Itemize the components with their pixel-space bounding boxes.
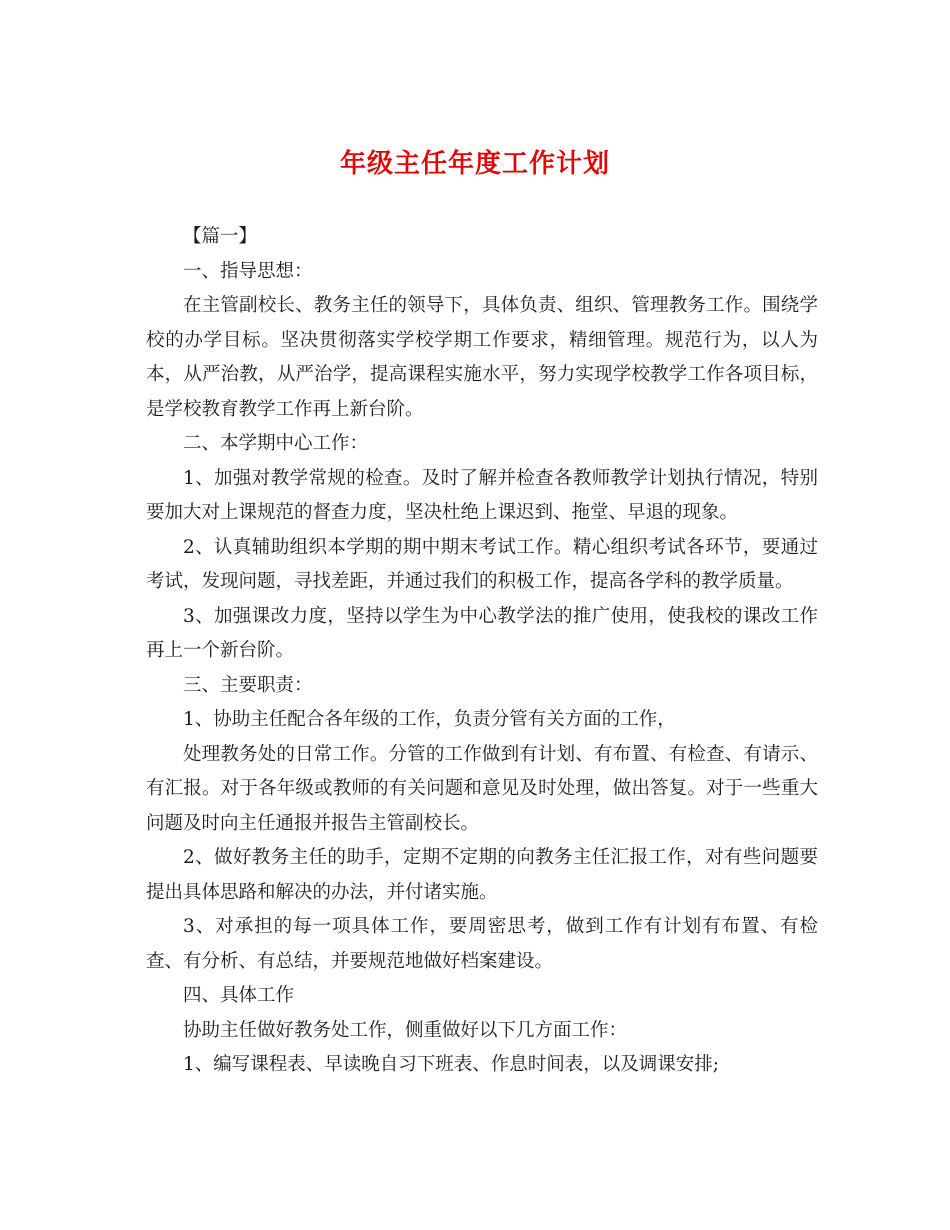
paragraph-duties-2: 2、做好教务主任的助手，定期不定期的向教务主任汇报工作，对有些问题要提出具体思路和解决的办法，并付诸实施。: [146, 847, 818, 903]
paragraph-central-work-3: 3、加强课改力度，坚持以学生为中心教学法的推广使用，使我校的课改工作再上一个新台阶。: [146, 605, 818, 661]
paragraph-central-work-1: 1、加强对教学常规的检查。及时了解并检查各教师教学计划执行情况，特别要加大对上课规范的督查力度，坚决杜绝上课迟到、拖堂、早退的现象。: [146, 467, 818, 523]
paragraph-duties-1-detail: 处理教务处的日常工作。分管的工作做到有计划、有布置、有检查、有请示、有汇报。对于各年级或教师的有关问题和意见及时处理，做出答复。对于一些重大问题及时向主任通报并报告主管副校长。: [146, 743, 818, 834]
document-title: 年级主任年度工作计划: [339, 149, 610, 179]
section-heading-part-one: 【篇一】: [183, 226, 258, 247]
section-heading-central-work: 二、本学期中心工作：: [183, 433, 369, 454]
paragraph-duties-3: 3、对承担的每一项具体工作，要周密思考，做到工作有计划有布置、有检查、有分析、有总结，并要规范地做好档案建设。: [146, 916, 818, 972]
document-body: [146, 220, 818, 1083]
paragraph-specific-work-intro: 协助主任做好教务处工作，侧重做好以下几方面工作：: [183, 1019, 628, 1041]
section-heading-main-duties: 三、主要职责：: [183, 674, 313, 696]
paragraph-duties-1: 1、协助主任配合各年级的工作，负责分管有关方面的工作，: [183, 709, 676, 730]
paragraph-central-work-2: 2、认真辅助组织本学期的期中期末考试工作。精心组织考试各环节，要通过考试，发现问题，寻找差距，并通过我们的积极工作，提高各学科的教学质量。: [146, 536, 818, 592]
section-heading-guiding-ideology: 一、指导思想：: [183, 260, 313, 282]
paragraph-specific-work-1: 1、编写课程表、早读晚自习下班表、作息时间表，以及调课安排;: [183, 1054, 720, 1075]
section-heading-specific-work: 四、具体工作: [183, 985, 295, 1006]
paragraph-guiding-ideology: 在主管副校长、教务主任的领导下，具体负责、组织、管理教务工作。围绕学校的办学目标。坚决贯彻落实学校学期工作要求，精细管理。规范行为，以人为本，从严治教，从严治学，提高课程实施水平，努力实现学校教学工作各项目标，是学校教育教学工作再上新台阶。: [146, 295, 818, 420]
